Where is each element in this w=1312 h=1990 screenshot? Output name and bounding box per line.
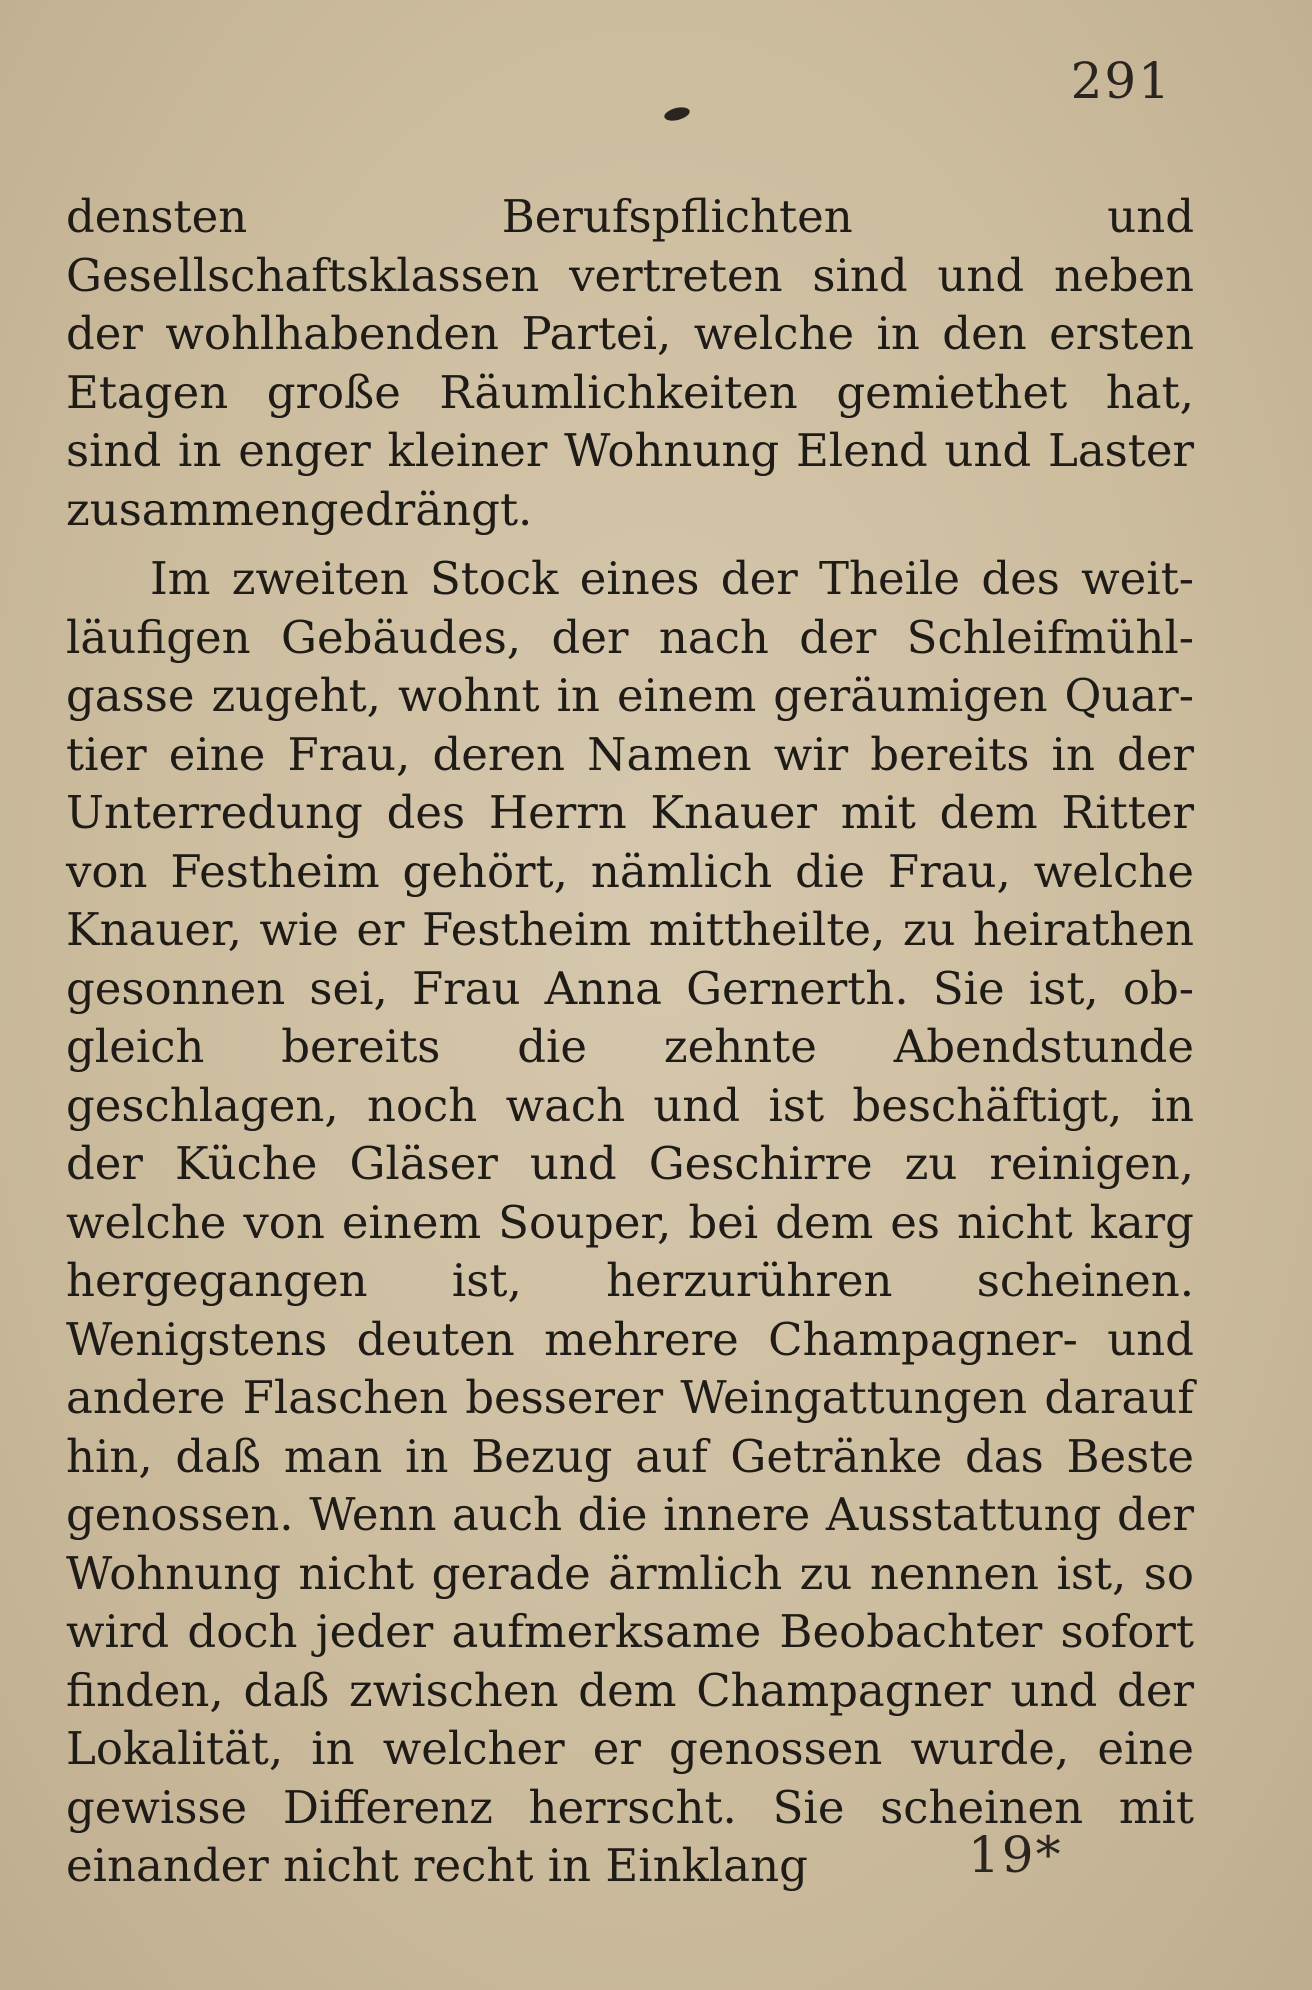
body-text	[66, 188, 1194, 1896]
signature-mark: 19*	[968, 1826, 1063, 1884]
page-number: 291	[1070, 52, 1172, 110]
paragraph-main: Im zweiten Stock eines der Theile des weitläufigen Gebäudes, der nach der Schleifmühlgasse zugeht, wohnt in einem geräumigen Quartier eine Frau, deren Namen wir bereits in der Unterredung des Herrn Knauer mit dem Ritter von Festheim gehört, nämlich die Frau, welche Knauer, wie er Festheim mittheilte, zu heirathen gesonnen sei, Frau Anna Gernerth. Sie ist, obgleich bereits die zehnte Abendstunde geschlagen, noch wach und ist beschäftigt, in der Küche Gläser und Geschirre zu reinigen, welche von einem Souper, bei dem es nicht karg hergegangen ist, herzurühren scheinen. Wenigstens deuten mehrere Champagner- und andere Flaschen besserer Weingattungen darauf hin, daß man in Bezug auf Getränke das Beste genossen. Wenn auch die innere Ausstattung der Wohnung nicht gerade ärmlich zu nennen ist, so wird doch jeder aufmerksame Beobachter sofort finden, daß zwischen dem Champagner und der Lokalität, in welcher er genossen wurde, eine gewisse Differenz herrscht. Sie scheinen mit einander nicht recht in Einklang	[66, 552, 1194, 1892]
ink-blot	[663, 105, 691, 123]
paragraph-continuation: densten Berufspflichten und Gesellschaftsklassen vertreten sind und neben der wohlhabenden Partei, welche in den ersten Etagen große Räumlichkeiten gemiethet hat, sind in enger kleiner Wohnung Elend und Laster zusammengedrängt.	[66, 190, 1194, 536]
